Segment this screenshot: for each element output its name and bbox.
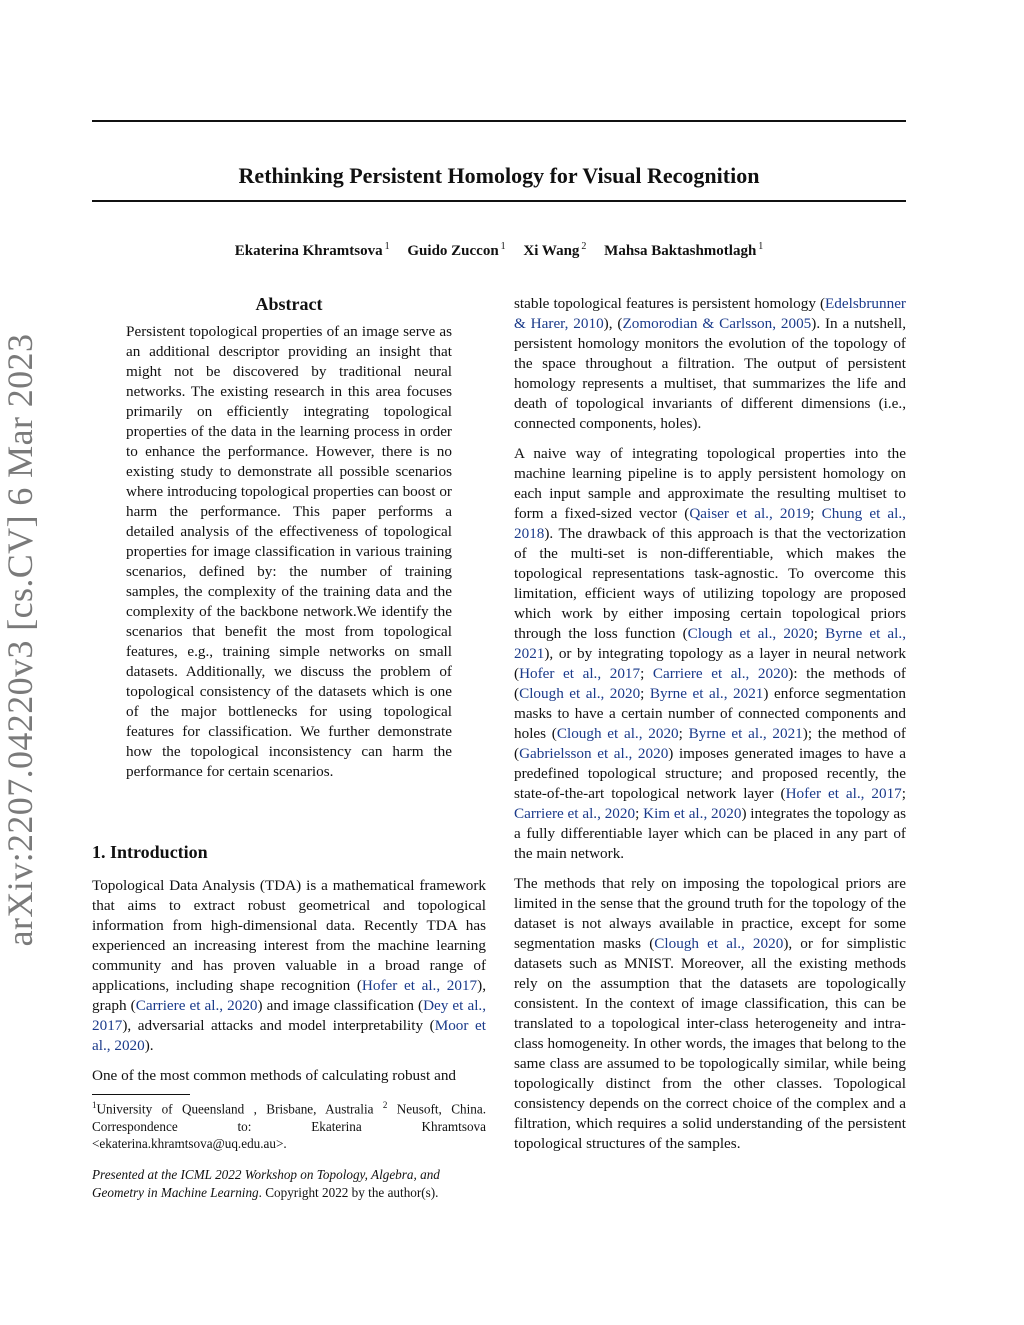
citation-link[interactable]: Kim et al., 2020 bbox=[643, 805, 742, 822]
citation-link[interactable]: Moor et al., 2020 bbox=[92, 1017, 486, 1054]
citation-link[interactable]: Clough et al., 2020 bbox=[556, 725, 679, 742]
paragraph-text: ) enforce segmentation masks to have a certain number of connected components and holes ( bbox=[514, 685, 906, 742]
right-column bbox=[514, 294, 906, 1154]
venue-name: Presented at the ICML 2022 Workshop on Topology, Algebra, and Geometry in Machine Learning bbox=[92, 1167, 440, 1200]
citation-link[interactable]: Zomorodian & Carlsson, 2005 bbox=[622, 315, 812, 332]
title-rule-bottom bbox=[92, 200, 906, 202]
paragraph-text: ; bbox=[635, 805, 644, 822]
citation-link[interactable]: Byrne et al., 2021 bbox=[688, 725, 803, 742]
body-paragraph bbox=[514, 294, 906, 434]
citation-link[interactable]: Chung et al., 2018 bbox=[514, 505, 906, 542]
citation-link[interactable]: Gabrielsson et al., 2020 bbox=[519, 745, 669, 762]
author-name: Mahsa Baktashmotlagh bbox=[604, 243, 757, 259]
citation-link[interactable]: Carriere et al., 2020 bbox=[652, 665, 789, 682]
title-rule-top bbox=[92, 120, 906, 122]
paragraph-text: One of the most common methods of calculating robust and bbox=[92, 1067, 457, 1084]
arxiv-identifier-stamp: arXiv:2207.04220v3 [cs.CV] 6 Mar 2023 bbox=[0, 333, 40, 947]
author-affiliation-mark: 1 bbox=[758, 241, 764, 252]
abstract-text: Persistent topological properties of an image serve as an additional descriptor providing an insight that might not be discovered by traditional neural networks. The existing research in this area focuses primarily on efficiently integrating topological properties of the data in the learning process in order to enhance the performance. However, there is no existing study to demonstrate all possible scenarios where introducing topological properties can boost or harm the performance. This paper performs a detailed analysis of the effectiveness of topological properties for image classification in various training scenarios, defined by: the number of training samples, the complexity of the training data and the complexity of the backbone network.We identify the scenarios that benefit the most from topological features, e.g., training simple networks on small datasets. Additionally, we discuss the problem of topological consistency of the datasets which is one of the major bottlenecks for using topological features for classification. We further demonstrate how the topological inconsistency can harm the performance for certain scenarios. bbox=[126, 323, 452, 780]
paragraph-text: The methods that rely on imposing the topological priors are limited in the sense that the ground truth for the topology of the dataset is not always available in practice, except for some segmentation masks ( bbox=[514, 875, 906, 952]
citation-link[interactable]: Clough et al., 2020 bbox=[654, 935, 784, 952]
citation-link[interactable]: Hofer et al., 2017 bbox=[361, 977, 478, 994]
citation-link[interactable]: Clough et al., 2020 bbox=[687, 625, 814, 642]
introduction-paragraph bbox=[92, 1066, 486, 1086]
paragraph-text: ), graph ( bbox=[92, 977, 487, 1014]
footnote-rule bbox=[92, 1094, 190, 1095]
citation-link[interactable]: Clough et al., 2020 bbox=[519, 685, 641, 702]
paragraph-text: ), adversarial attacks and model interpretability ( bbox=[122, 1017, 435, 1034]
copyright-note: . Copyright 2022 by the author(s). bbox=[258, 1184, 439, 1200]
citation-link[interactable]: Hofer et al., 2017 bbox=[785, 785, 902, 802]
abstract-heading: Abstract bbox=[255, 294, 323, 314]
paragraph-text: ) and image classification ( bbox=[257, 997, 424, 1014]
author bbox=[523, 243, 586, 259]
paragraph-text: ; bbox=[640, 685, 650, 702]
paper-title: Rethinking Persistent Homology for Visual Recognition bbox=[238, 162, 760, 188]
paragraph-text: Topological Data Analysis (TDA) is a mathematical framework that aims to extract robust geometrical and topological information from high-dimensional data. Recently TDA has experienced an increasing interest from the machine learning community and has proven valuable in a broad range of applications, including shape recognition ( bbox=[92, 877, 486, 994]
body-paragraph bbox=[514, 874, 906, 1154]
footnote-mark: 1 bbox=[92, 1100, 97, 1110]
author-affiliation-mark: 1 bbox=[500, 241, 506, 252]
citation-link[interactable]: Byrne et al., 2021 bbox=[649, 685, 764, 702]
affiliation-footnote bbox=[92, 1097, 486, 1153]
paragraph-text: ; bbox=[901, 785, 906, 802]
author-list bbox=[92, 237, 906, 261]
author-name: Xi Wang bbox=[523, 243, 580, 259]
paragraph-text: ), or for simplistic datasets such as MNIST. Moreover, all the existing methods rely on the assumption that the datasets are topologically consistent. In the context of image classification, this can be translated to a topological inter-class heterogeneity and intra-class homogeneity. In other words, the images that belong to the same class are assumed to be topologically similar, while being topologically distinct from the other classes. Topological consistency depends on the correct choice of the complex and a filtration, which requires a solid understanding of the persistent topological structures of the samples. bbox=[514, 935, 906, 1152]
paragraph-text: ), or by integrating topology as a layer in neural network ( bbox=[514, 645, 906, 682]
paragraph-text: ). bbox=[144, 1037, 154, 1054]
introduction-body bbox=[92, 876, 486, 1086]
affiliation-2: Neusoft, China. Correspondence to: Ekaterina Khramtsova <ekaterina.khramtsova@uq.edu.au>. bbox=[92, 1101, 487, 1152]
author-affiliation-mark: 1 bbox=[384, 241, 390, 252]
author bbox=[604, 243, 763, 259]
paragraph-text: ) imposes generated images to have a predefined topological structure; and proposed recently, the state-of-the-art topological network layer ( bbox=[514, 745, 906, 802]
author-name: Guido Zuccon bbox=[407, 243, 499, 259]
author-affiliation-mark: 2 bbox=[581, 241, 587, 252]
citation-link[interactable]: Dey et al., 2017 bbox=[92, 997, 487, 1034]
paragraph-text: ; bbox=[813, 625, 826, 642]
author bbox=[407, 243, 505, 259]
citation-link[interactable]: Hofer et al., 2017 bbox=[519, 665, 641, 682]
citation-link[interactable]: Byrne et al., 2021 bbox=[514, 625, 906, 662]
paragraph-text: ). In a nutshell, persistent homology monitors the evolution of the topology of the space throughout a filtration. The output of persistent homology represents a multiset, that summarizes the life and death of topological invariants of different dimensions (i.e., connected components, holes). bbox=[514, 315, 906, 432]
footnote-mark: 2 bbox=[382, 1100, 388, 1110]
paragraph-text: A naive way of integrating topological properties into the machine learning pipeline is to apply persistent homology on each input sample and approximate the resulting multiset to form a fixed-sized vector ( bbox=[514, 445, 906, 522]
paragraph-text: ): the methods of ( bbox=[514, 665, 906, 702]
author bbox=[235, 243, 390, 259]
paragraph-text: ). The drawback of this approach is that the vectorization of the multi-set is non-differentiable, which makes the topological representations task-agnostic. To overcome this limitation, efficient ways of utilizing topology are proposed which work by either imposing certain topological priors through the loss function ( bbox=[514, 525, 906, 642]
paragraph-text: ), ( bbox=[603, 315, 623, 332]
citation-link[interactable]: Edelsbrunner & Harer, 2010 bbox=[514, 295, 906, 332]
author-name: Ekaterina Khramtsova bbox=[234, 243, 383, 259]
paragraph-text: ; bbox=[640, 665, 653, 682]
introduction-heading: 1. Introduction bbox=[92, 842, 208, 862]
affiliation-1: University of Queensland , Brisbane, Australia bbox=[96, 1101, 374, 1117]
venue-note bbox=[92, 1166, 486, 1201]
citation-link[interactable]: Carriere et al., 2020 bbox=[135, 997, 258, 1014]
citation-link[interactable]: Carriere et al., 2020 bbox=[514, 805, 636, 822]
paragraph-text: stable topological features is persistent homology ( bbox=[514, 295, 826, 312]
citation-link[interactable]: Qaiser et al., 2019 bbox=[689, 505, 811, 522]
paragraph-text: ) integrates the topology as a fully differentiable layer which can be placed in any part of the main network. bbox=[514, 805, 906, 862]
paragraph-text: ); the method of ( bbox=[514, 725, 906, 762]
paragraph-text: ; bbox=[678, 725, 689, 742]
body-paragraph bbox=[514, 444, 906, 864]
paragraph-text: ; bbox=[810, 505, 822, 522]
introduction-paragraph bbox=[92, 876, 486, 1056]
